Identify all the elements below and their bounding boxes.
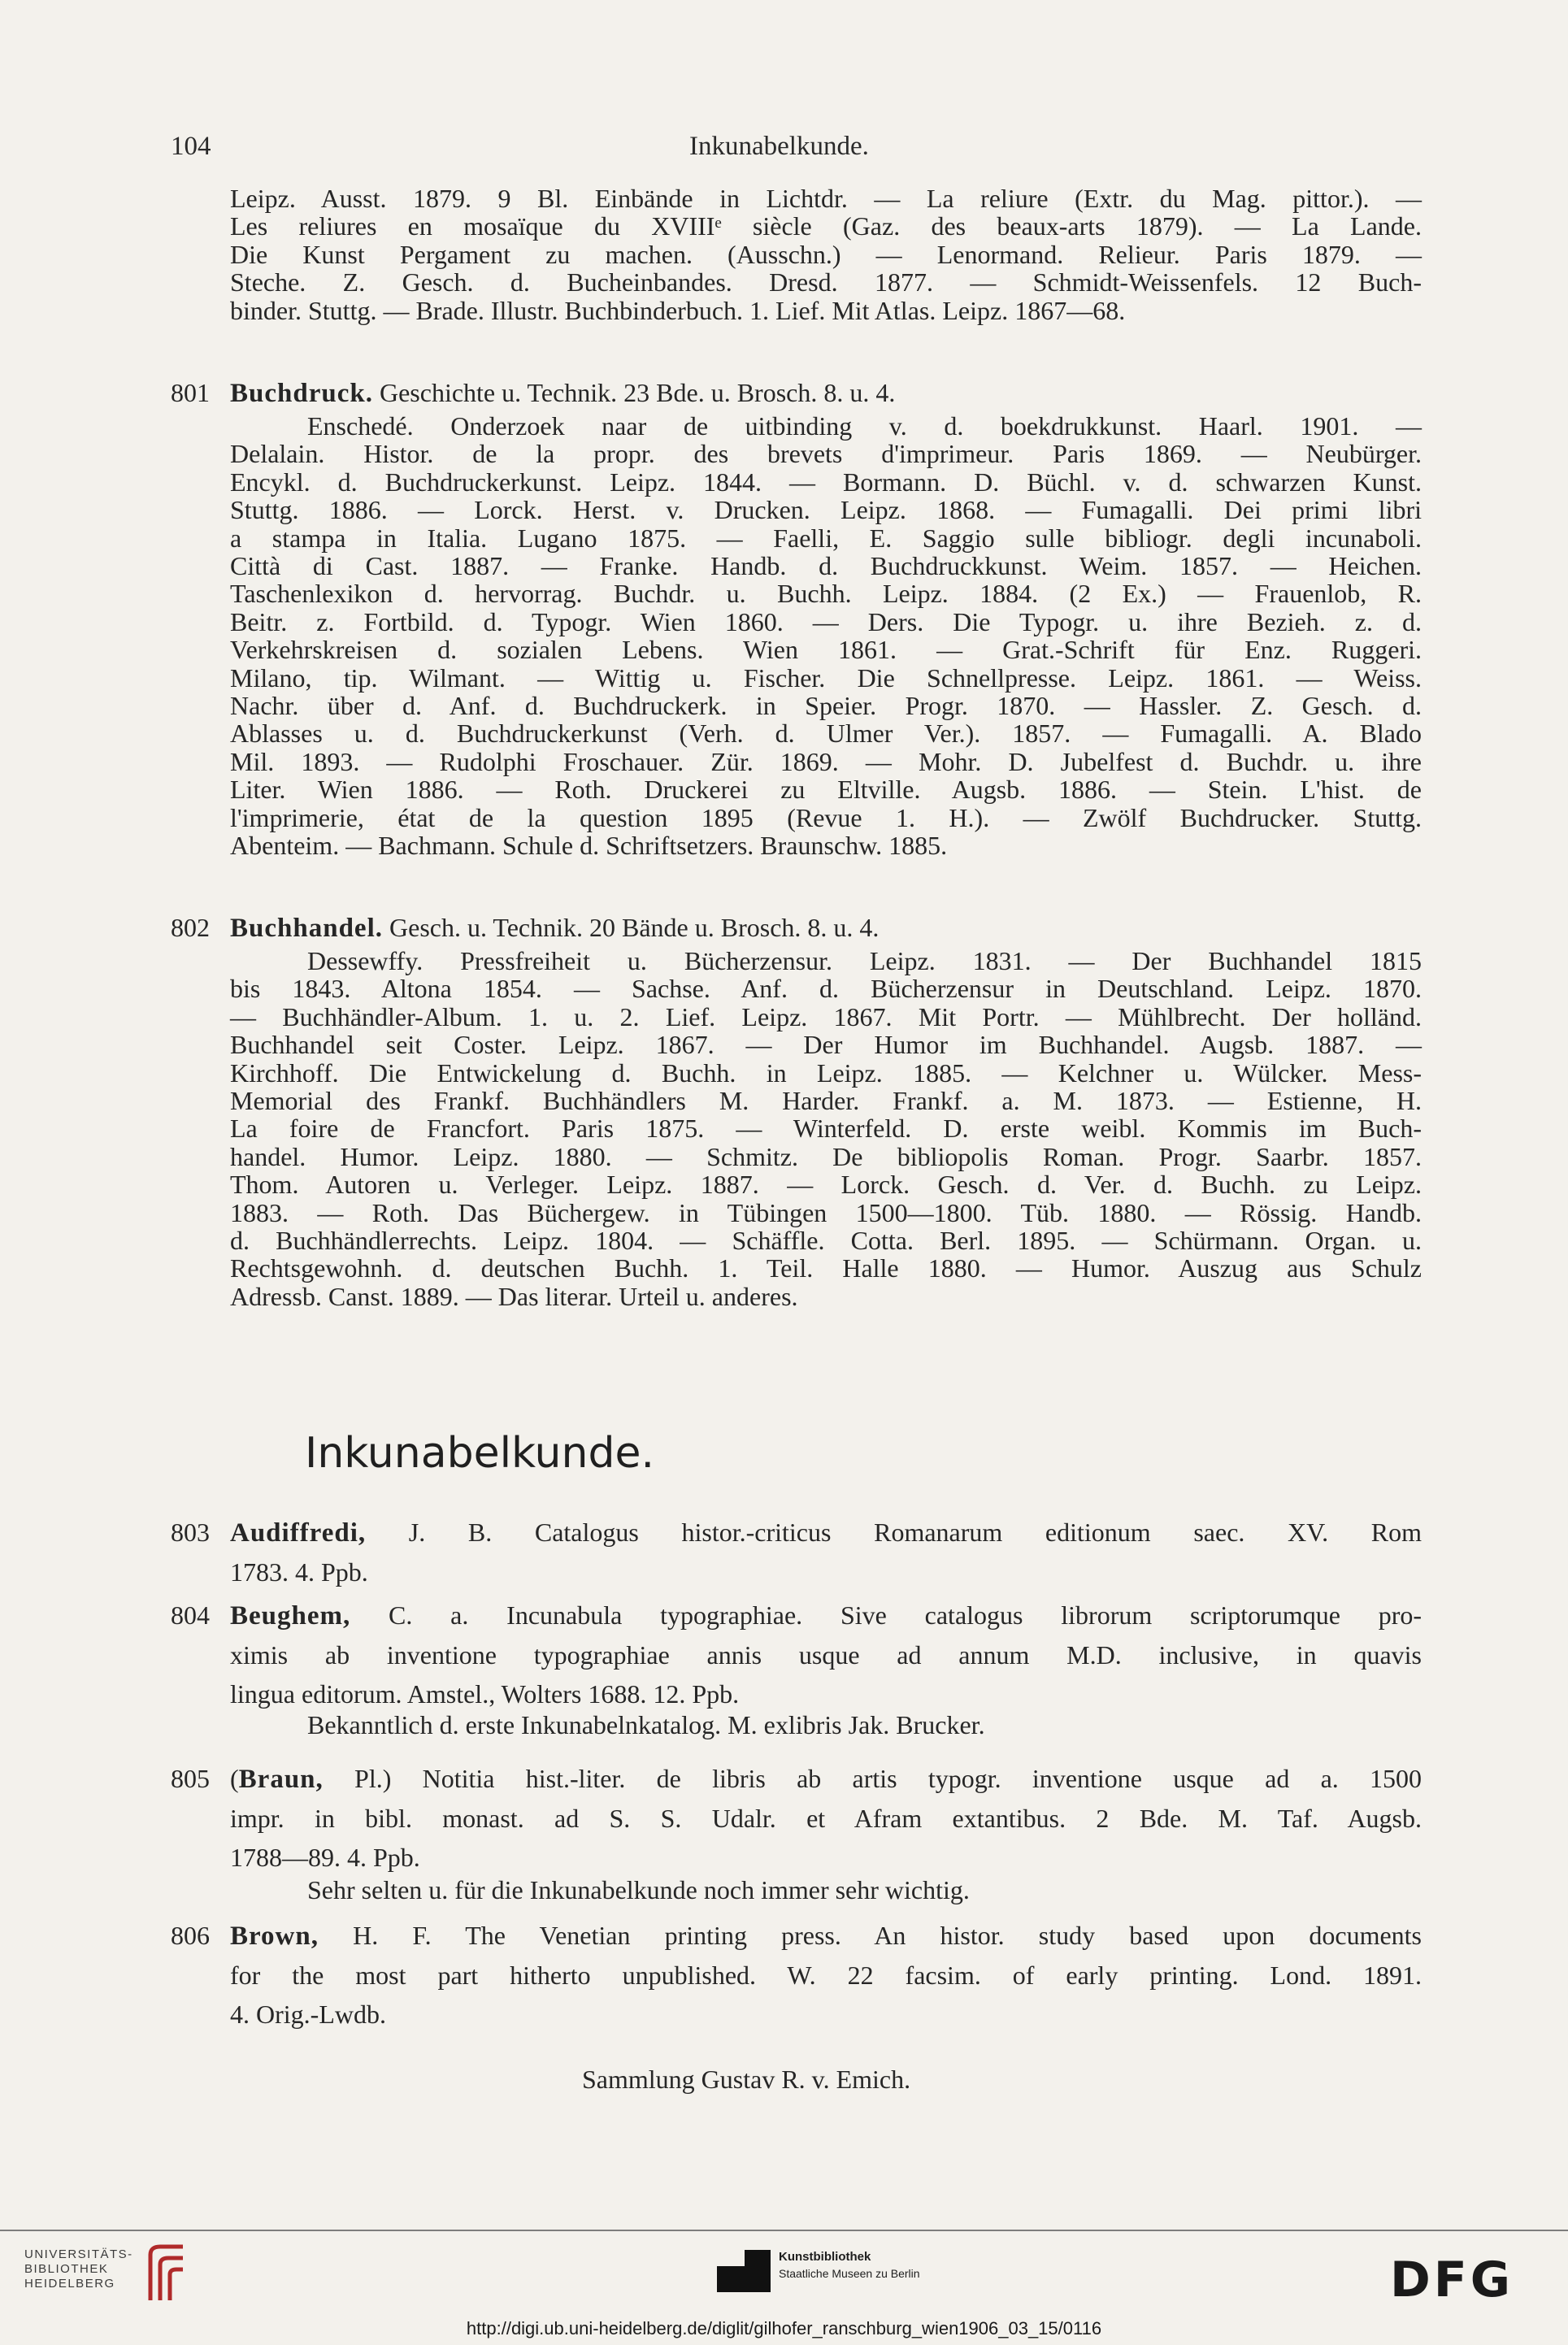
text-line: Kirchhoff. Die Entwickelung d. Buchh. in Leipz. 1885. — Kelchner u. Wülcker. Mess- xyxy=(230,1057,1422,1088)
text-line: Abenteim. — Bachmann. Schule d. Schriftsetzers. Braunschw. 1885. xyxy=(230,831,948,861)
text-line xyxy=(230,1596,1422,1635)
text-line: Rechtsgewohnh. d. deutschen Buchh. 1. Teil. Halle 1880. — Humor. Auszug aus Schulz xyxy=(230,1253,1422,1283)
text-line: Beitr. z. Fortbild. d. Typogr. Wien 1860. — Ders. Die Typogr. u. ihre Bezieh. z. d. xyxy=(230,606,1422,636)
entry-804-author: Beughem, xyxy=(230,1601,351,1631)
logo-line: BIBLIOTHEK xyxy=(24,2262,109,2276)
entry-number-804: 804 xyxy=(171,1600,210,1630)
text-line: Thom. Autoren u. Verleger. Leipz. 1887. — Lorck. Gesch. d. Ver. d. Buchh. zu Leipz. xyxy=(230,1170,1422,1200)
entry-806-author: Brown, xyxy=(230,1922,319,1951)
entry-number-802: 802 xyxy=(171,913,210,942)
entry-805-author: Braun, xyxy=(238,1765,324,1794)
entry-805-line: Pl.) Notitia hist.-liter. de libris ab artis typogr. inventione usque ad a. 1500 xyxy=(354,1764,1422,1793)
text-line: Adressb. Canst. 1889. — Das literar. Urteil u. anderes. xyxy=(230,1281,798,1311)
text-line: ximis ab inventione typographiae annis usque ad annum M.D. inclusive, in quavis xyxy=(230,1640,1422,1670)
entry-802-first-line: Gesch. u. Technik. 20 Bände u. Brosch. 8. u. 4. xyxy=(389,913,880,942)
logo-line: HEIDELBERG xyxy=(24,2277,115,2291)
entry-806-body xyxy=(230,1916,1422,2034)
text-line: 1788—89. 4. Ppb. xyxy=(230,1843,420,1872)
text-line: lingua editorum. Amstel., Wolters 1688. 12. Ppb. xyxy=(230,1679,740,1709)
open-paren: ( xyxy=(230,1764,239,1793)
kb-title: Kunstbibliothek xyxy=(779,2250,871,2264)
text-line xyxy=(230,1513,1422,1552)
page-number: 104 xyxy=(171,132,211,161)
kunstbibliothek-logo-icon xyxy=(717,2250,771,2296)
entry-801-heading: Buchdruck. xyxy=(230,379,373,408)
text-line: binder. Stuttg. — Brade. Illustr. Buchbinderbuch. 1. Lief. Mit Atlas. Leipz. 1867—68. xyxy=(230,295,1126,325)
entry-801-heading-line xyxy=(230,379,1422,407)
entry-806-line: H. F. The Venetian printing press. An histor. study based upon documents xyxy=(353,1921,1422,1950)
entry-803-author: Audiffredi, xyxy=(230,1518,367,1548)
text-line: Milano, tip. Wilmant. — Wittig u. Fischer. Die Schnellpresse. Leipz. 1861. — Weiss. xyxy=(230,662,1422,693)
entry-number-806: 806 xyxy=(171,1921,210,1950)
dfg-logo: DFG xyxy=(1390,2252,1514,2308)
ub-heidelberg-logo-text xyxy=(24,2247,133,2291)
text-line: Stuttg. 1886. — Lorck. Herst. v. Drucken. Leipz. 1868. — Fumagalli. Dei primi libri xyxy=(230,495,1422,525)
text-line: Die Kunst Pergament zu machen. (Ausschn.) — Lenormand. Relieur. Paris 1879. — xyxy=(230,239,1422,269)
text-line: 1783. 4. Ppb. xyxy=(230,1557,368,1587)
text-line: Ablasses u. d. Buchdruckerkunst (Verh. d. Ulmer Ver.). 1857. — Fumagalli. A. Blado xyxy=(230,719,1422,749)
entry-804-line: C. a. Incunabula typographiae. Sive catalogus librorum scriptorumque pro- xyxy=(389,1600,1422,1630)
entry-804-body xyxy=(230,1596,1422,1713)
kb-subtitle: Staatliche Museen zu Berlin xyxy=(779,2267,920,2280)
entry-801-first-line: Geschichte u. Technik. 23 Bde. u. Brosch. 8. u. 4. xyxy=(379,378,896,407)
entry-number-803: 803 xyxy=(171,1518,210,1547)
text-line: Verkehrskreisen d. sozialen Lebens. Wien 1861. — Grat.-Schrift für Enz. Ruggeri. xyxy=(230,635,1422,665)
text-line: Nachr. über d. Anf. d. Buchdruckerk. in Speier. Progr. 1870. — Hassler. Z. Gesch. d. xyxy=(230,691,1422,721)
kunstbibliothek-logo-text xyxy=(779,2250,920,2280)
text-line: Taschenlexikon d. hervorrag. Buchdr. u. Buchh. Leipz. 1884. (2 Ex.) — Frauenlob, R. xyxy=(230,579,1422,609)
text-line: for the most part hitherto unpublished. W. 22 facsim. of early printing. Lond. 1891. xyxy=(230,1961,1422,1990)
text-line: Enschedé. Onderzoek naar de uitbinding v. d. boekdrukkunst. Haarl. 1901. — xyxy=(307,411,1422,441)
text-line xyxy=(230,1916,1422,1956)
entry-805-body xyxy=(230,1759,1422,1877)
text-line: 4. Orig.-Lwdb. xyxy=(230,2000,386,2029)
intro-paragraph xyxy=(230,185,1422,324)
ub-heidelberg-logo-icon xyxy=(142,2243,191,2306)
text-line: Città di Cast. 1887. — Franke. Handb. d. Buchdruckkunst. Weim. 1857. — Heichen. xyxy=(230,551,1422,581)
text-line: Les reliures en mosaïque du XVIIIᵉ siècle (Gaz. des beaux-arts 1879). — La Lande. xyxy=(230,211,1422,241)
text-line: impr. in bibl. monast. ad S. S. Udalr. et Afram extantibus. 2 Bde. M. Taf. Augsb. xyxy=(230,1804,1422,1833)
entry-804-note: Bekanntlich d. erste Inkunabelnkatalog. M. exlibris Jak. Brucker. xyxy=(307,1710,985,1739)
entry-803-body xyxy=(230,1513,1422,1592)
running-title: Inkunabelkunde. xyxy=(689,132,869,161)
text-line: bis 1843. Altona 1854. — Sachse. Anf. d. Bücherzensur in Deutschland. Leipz. 1870. xyxy=(230,974,1422,1004)
text-line: — Buchhändler-Album. 1. u. 2. Lief. Leipz. 1867. Mit Portr. — Mühlbrecht. Der holländ. xyxy=(230,1001,1422,1031)
text-line: handel. Humor. Leipz. 1880. — Schmitz. De bibliopolis Roman. Progr. Saarbr. 1857. xyxy=(230,1141,1422,1171)
text-line: d. Buchhändlerrechts. Leipz. 1804. — Schäffle. Cotta. Berl. 1895. — Schürmann. Organ. u. xyxy=(230,1226,1422,1256)
entry-number-805: 805 xyxy=(171,1764,210,1793)
text-line: l'imprimerie, état de la question 1895 (Revue 1. H.). — Zwölf Buchdrucker. Stuttg. xyxy=(230,802,1422,832)
text-line: Mil. 1893. — Rudolphi Froschauer. Zür. 1869. — Mohr. D. Jubelfest d. Buchdr. u. ihre xyxy=(230,746,1422,776)
entry-801-body xyxy=(230,412,1422,860)
entry-802-heading: Buchhandel. xyxy=(230,914,383,943)
source-url[interactable]: http://digi.ub.uni-heidelberg.de/diglit/gilhofer_ranschburg_wien1906_03_15/0116 xyxy=(466,2318,1102,2338)
text-line: Buchhandel seit Coster. Leipz. 1867. — Der Humor im Buchhandel. Augsb. 1887. — xyxy=(230,1030,1422,1060)
entry-802-body xyxy=(230,947,1422,1310)
text-line: Delalain. Histor. de la propr. des brevets d'imprimeur. Paris 1869. — Neubürger. xyxy=(230,439,1422,469)
entry-number-801: 801 xyxy=(171,378,210,407)
text-line xyxy=(230,1759,1422,1799)
text-line: Memorial des Frankf. Buchhändlers M. Harder. Frankf. a. M. 1873. — Estienne, H. xyxy=(230,1086,1422,1116)
text-line: Steche. Z. Gesch. d. Bucheinbandes. Dresd. 1877. — Schmidt-Weissenfels. 12 Buch- xyxy=(230,267,1422,297)
text-line: Dessewffy. Pressfreiheit u. Bücherzensur. Leipz. 1831. — Der Buchhandel 1815 xyxy=(307,946,1422,975)
entry-805-note: Sehr selten u. für die Inkunabelkunde noch immer sehr wichtig. xyxy=(307,1875,970,1904)
text-line: Encykl. d. Buchdruckerkunst. Leipz. 1844. — Bormann. D. Büchl. v. d. schwarzen Kunst. xyxy=(230,467,1422,497)
entry-803-line: J. B. Catalogus histor.-criticus Romanarum editionum saec. XV. Rom xyxy=(408,1518,1422,1547)
footer-divider xyxy=(0,2230,1568,2231)
text-line: Liter. Wien 1886. — Roth. Druckerei zu Eltville. Augsb. 1886. — Stein. L'hist. de xyxy=(230,775,1422,805)
text-line: a stampa in Italia. Lugano 1875. — Faelli, E. Saggio sulle bibliogr. degli incunaboli. xyxy=(230,523,1422,553)
section-heading: Inkunabelkunde. xyxy=(305,1429,654,1478)
text-line: 1883. — Roth. Das Büchergew. in Tübingen 1500—1800. Tüb. 1880. — Rössig. Handb. xyxy=(230,1197,1422,1227)
entry-802-heading-line xyxy=(230,914,1422,942)
text-line: Leipz. Ausst. 1879. 9 Bl. Einbände in Lichtdr. — La reliure (Extr. du Mag. pittor.). — xyxy=(230,184,1422,213)
logo-line: UNIVERSITÄTS- xyxy=(24,2247,133,2261)
text-line: La foire de Francfort. Paris 1875. — Winterfeld. D. erste weibl. Kommis im Buch- xyxy=(230,1114,1422,1144)
collection-line: Sammlung Gustav R. v. Emich. xyxy=(582,2065,911,2094)
